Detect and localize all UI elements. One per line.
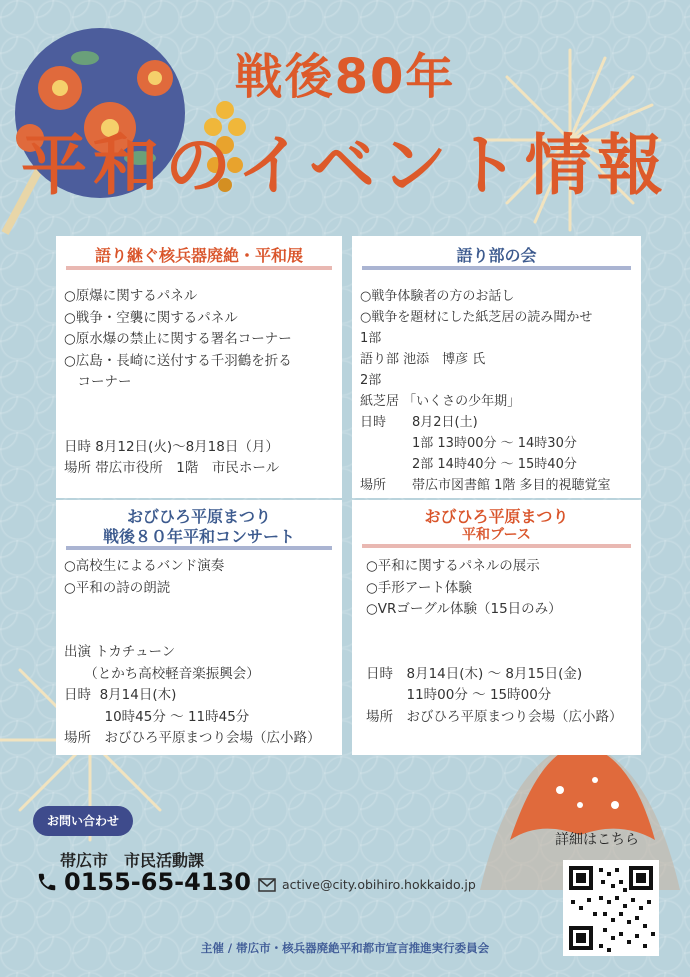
card-booth-title-1: おびひろ平原まつり bbox=[424, 507, 569, 526]
phone-icon bbox=[36, 871, 58, 893]
organizer-credit: 主催 / 帯広市・核兵器廃絶平和都市宣言推進実行委員会 bbox=[200, 941, 490, 955]
card-storytellers-body: ○戦争体験者の方のお話し ○戦争を題材にした紙芝居の読み聞かせ 1部 語り部 池添 博彦 氏 2部 紙芝居 「いくさの少年期」 日時 8月2日(土) 1部 13時00分 ～ 14時30分 2部 14時40分 ～ 15時40分 場所 帯広市図書館 1階 多目的視聴覚室 bbox=[360, 289, 611, 493]
email-address: active@city.obihiro.hokkaido.jp bbox=[282, 877, 476, 892]
card-storytellers bbox=[352, 236, 641, 498]
phone-contact[interactable] bbox=[36, 868, 251, 896]
card-exhibit-body: ○原爆に関するパネル ○戦争・空襲に関するパネル ○原水爆の禁止に関する署名コーナー ○広島・長崎に送付する千羽鶴を折る コーナー 日時 8月12日(火)～8月18日（月） 場所 帯広市役所 1階 市民ホール bbox=[64, 288, 292, 476]
card-booth-underline bbox=[362, 544, 631, 548]
card-concert-title-1: おびひろ平原まつり bbox=[126, 507, 271, 526]
card-storytellers-title: 語り部の会 bbox=[456, 246, 537, 265]
card-exhibit-underline bbox=[66, 266, 332, 270]
title-line-1: 戦後80年 bbox=[234, 49, 456, 105]
card-concert-body: ○高校生によるバンド演奏 ○平和の詩の朗読 出演 トカチューン （とかち高校軽音楽振興会） 日時 8月14日(木) 10時45分 ～ 11時45分 場所 おびひろ平原まつり会場（広小路） bbox=[64, 558, 321, 746]
department-name: 帯広市 市民活動課 bbox=[60, 851, 205, 870]
mail-icon bbox=[258, 878, 276, 892]
phone-number: 0155-65-4130 bbox=[64, 868, 251, 896]
card-concert-underline bbox=[66, 546, 332, 550]
card-exhibit-title: 語り継ぐ核兵器廃絶・平和展 bbox=[94, 246, 303, 265]
card-storytellers-underline bbox=[362, 266, 631, 270]
email-contact[interactable] bbox=[258, 877, 476, 892]
card-exhibit bbox=[56, 236, 342, 498]
card-concert-title-2: 戦後８０年平和コンサート bbox=[102, 527, 295, 546]
details-label: 詳細はこちら bbox=[555, 832, 639, 848]
title-line-2: 平和のイベント情報 bbox=[21, 127, 669, 204]
card-booth-title-2: 平和ブース bbox=[462, 527, 531, 543]
card-concert bbox=[56, 500, 342, 755]
card-booth-body: ○平和に関するパネルの展示 ○手形アート体験 ○VRゴーグル体験（15日のみ） 日時 8月14日(木) ～ 8月15日(金) 11時00分 ～ 15時00分 場所 おびひろ平原まつり会場（広小路） bbox=[366, 558, 623, 725]
card-booth bbox=[352, 500, 641, 755]
contact-badge: お問い合わせ bbox=[33, 806, 133, 836]
